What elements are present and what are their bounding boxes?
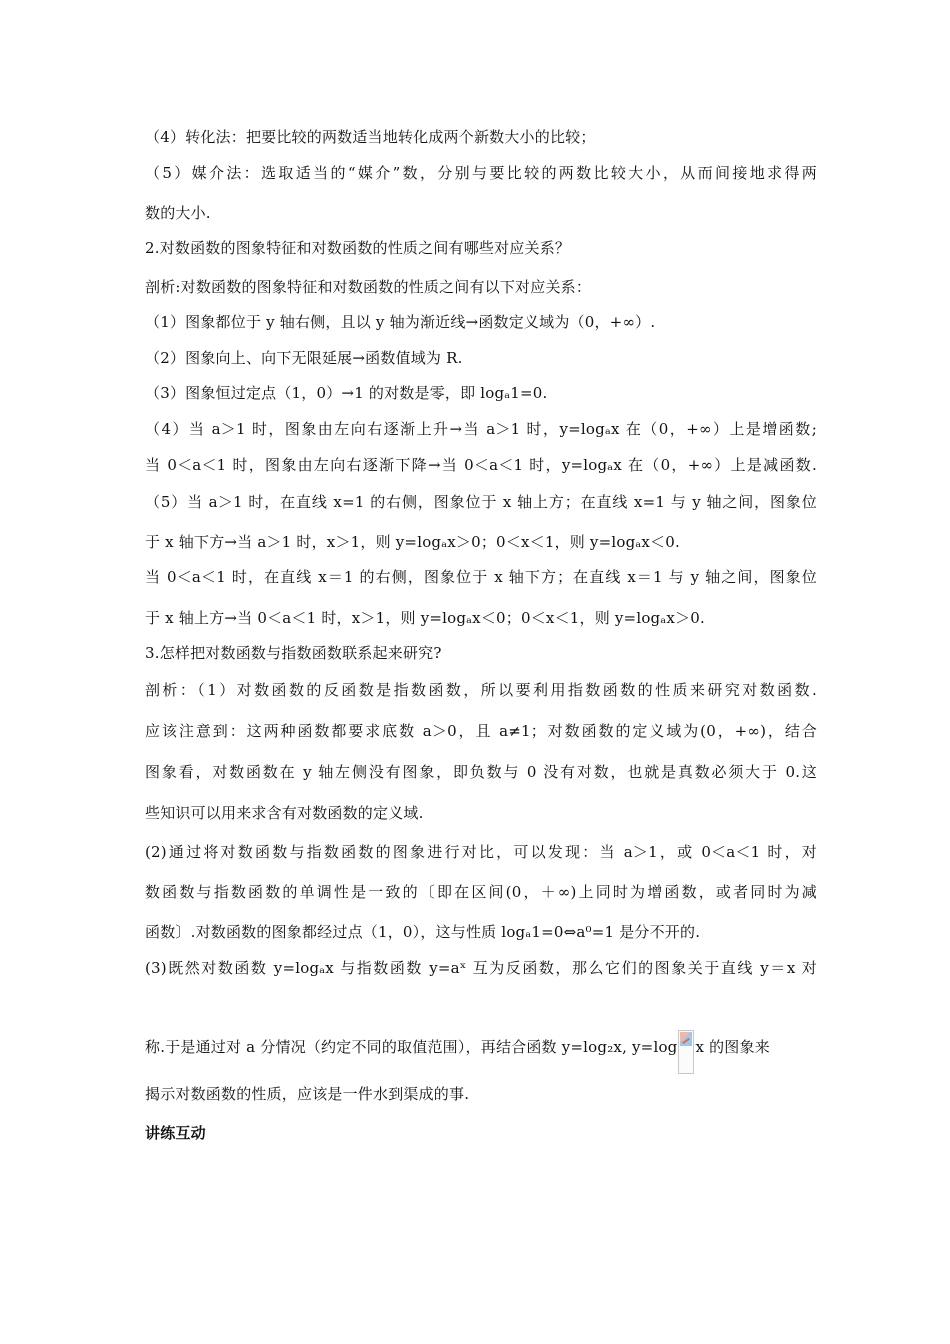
broken-image-icon xyxy=(678,1030,694,1074)
text-segment: x 的图象来 xyxy=(695,1038,770,1056)
text-segment: 称.于是通过对 a 分情况（约定不同的取值范围），再结合函数 y=log₂x, y=log xyxy=(145,1038,678,1056)
text-line: 于 x 轴下方→当 a＞1 时，x＞1，则 y=logₐx＞0；0＜x＜1，则 y=logₐx＜0. xyxy=(145,533,680,551)
text-line: （5）当 a＞1 时，在直线 x=1 的右侧，图象位于 x 轴上方；在直线 x=1 与 y 轴之间，图象位 xyxy=(145,493,817,511)
text-line: 数的大小. xyxy=(145,204,211,222)
text-line: （1）图象都位于 y 轴右侧，且以 y 轴为渐近线→函数定义域为（0，+∞）. xyxy=(145,313,656,331)
question-heading: 2.对数函数的图象特征和对数函数的性质之间有哪些对应关系？ xyxy=(145,239,571,257)
text-line: 当 0＜a＜1 时，图象由左向右逐渐下降→当 0＜a＜1 时，y=logₐx 在（0，+∞）上是减函数. xyxy=(145,456,817,474)
section-heading: 讲练互动 xyxy=(145,1124,206,1142)
text-line: （4）转化法：把要比较的两数适当地转化成两个新数大小的比较； xyxy=(145,128,596,146)
question-heading: 3.怎样把对数函数与指数函数联系起来研究? xyxy=(145,644,442,662)
text-line: （3）图象恒过定点（1，0）→1 的对数是零，即 logₐ1=0. xyxy=(145,384,548,402)
text-line: 些知识可以用来求含有对数函数的定义域. xyxy=(145,804,424,822)
text-line: 应该注意到：这两种函数都要求底数 a＞0，且 a≠1；对数函数的定义域为(0，+∞)，结合 xyxy=(145,722,817,740)
text-line: 图象看，对数函数在 y 轴左侧没有图象，即负数与 0 没有对数，也就是真数必须大于 0.这 xyxy=(145,763,817,781)
text-line: （4）当 a＞1 时，图象由左向右逐渐上升→当 a＞1 时，y=logₐx 在（0，+∞）上是增函数; xyxy=(145,420,817,438)
text-line-with-image xyxy=(145,1026,817,1070)
text-line: 数函数与指数函数的单调性是一致的〔即在区间(0，＋∞)上同时为增函数，或者同时为减 xyxy=(145,883,817,901)
text-line: (3)既然对数函数 y=logₐx 与指数函数 y=aˣ 互为反函数，那么它们的图象关于直线 y＝x 对 xyxy=(145,959,817,977)
text-line: （2）图象向上、向下无限延展→函数值域为 R. xyxy=(145,349,463,367)
text-line: (2)通过将对数函数与指数函数的图象进行对比，可以发现：当 a＞1，或 0＜a＜1 时，对 xyxy=(145,843,817,861)
text-line: 剖析：（1）对数函数的反函数是指数函数，所以要利用指数函数的性质来研究对数函数. xyxy=(145,681,817,699)
text-line: 揭示对数函数的性质，应该是一件水到渠成的事. xyxy=(145,1085,470,1103)
text-line: 剖析:对数函数的图象特征和对数函数的性质之间有以下对应关系： xyxy=(145,278,592,296)
text-line: 当 0＜a＜1 时，在直线 x＝1 的右侧，图象位于 x 轴下方；在直线 x＝1 与 y 轴之间，图象位 xyxy=(145,568,817,586)
text-line: 函数〕.对数函数的图象都经过点（1，0），这与性质 logₐ1=0⇔a⁰=1 是分不开的. xyxy=(145,923,701,941)
text-line: （5）媒介法：选取适当的“媒介”数，分别与要比较的两数比较大小，从而间接地求得两 xyxy=(145,164,817,182)
text-line: 于 x 轴上方→当 0＜a＜1 时，x＞1，则 y=logₐx＜0；0＜x＜1，则 y=logₐx＞0. xyxy=(145,609,705,627)
